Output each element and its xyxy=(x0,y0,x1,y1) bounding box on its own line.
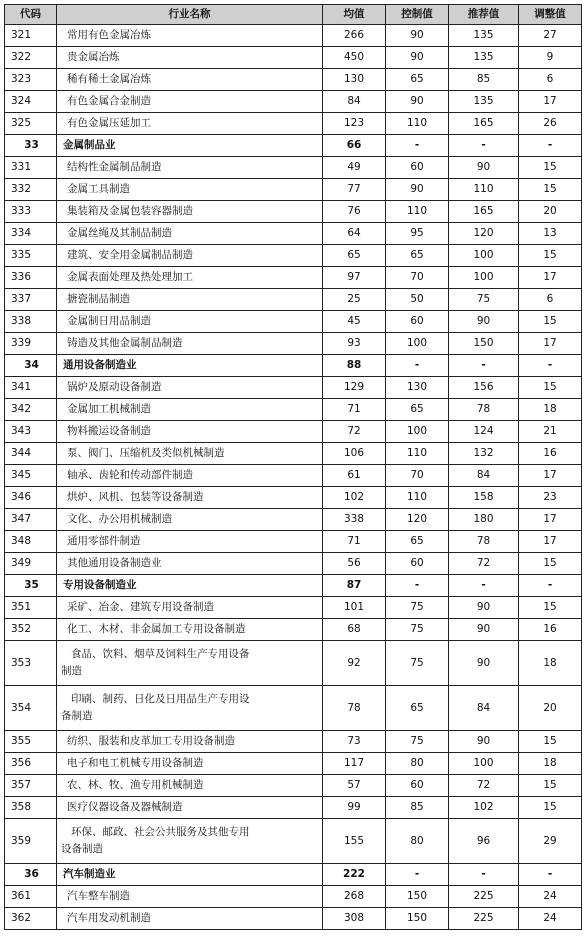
cell-adjust: 15 xyxy=(519,553,582,575)
table-row xyxy=(5,819,582,864)
cell-control: - xyxy=(386,135,449,157)
cell-recommend: 120 xyxy=(449,223,519,245)
header-control: 控制值 xyxy=(386,5,449,25)
cell-control: 90 xyxy=(386,47,449,69)
table-row xyxy=(5,731,582,753)
cell-avg: 72 xyxy=(323,421,386,443)
cell-code: 356 xyxy=(5,753,57,775)
cell-name: 专用设备制造业 xyxy=(57,575,323,597)
cell-name: 铸造及其他金属制品制造 xyxy=(57,333,323,355)
cell-control: 110 xyxy=(386,201,449,223)
cell-adjust: 15 xyxy=(519,597,582,619)
cell-adjust: 9 xyxy=(519,47,582,69)
cell-adjust: 23 xyxy=(519,487,582,509)
cell-code: 332 xyxy=(5,179,57,201)
table-row xyxy=(5,91,582,113)
cell-recommend: - xyxy=(449,864,519,886)
cell-avg: 76 xyxy=(323,201,386,223)
cell-name xyxy=(57,641,323,686)
cell-avg: 88 xyxy=(323,355,386,377)
cell-name: 汽车整车制造 xyxy=(57,886,323,908)
cell-recommend: 78 xyxy=(449,531,519,553)
table-row xyxy=(5,157,582,179)
cell-code: 333 xyxy=(5,201,57,223)
cell-name: 搪瓷制品制造 xyxy=(57,289,323,311)
cell-name: 金属加工机械制造 xyxy=(57,399,323,421)
cell-control: 50 xyxy=(386,289,449,311)
cell-adjust: 17 xyxy=(519,91,582,113)
table-row xyxy=(5,886,582,908)
cell-avg: 101 xyxy=(323,597,386,619)
cell-code: 355 xyxy=(5,731,57,753)
cell-adjust: 13 xyxy=(519,223,582,245)
cell-avg: 102 xyxy=(323,487,386,509)
cell-name: 汽车制造业 xyxy=(57,864,323,886)
cell-recommend: 100 xyxy=(449,753,519,775)
table-row xyxy=(5,69,582,91)
table-row xyxy=(5,421,582,443)
cell-recommend: 135 xyxy=(449,25,519,47)
cell-avg: 45 xyxy=(323,311,386,333)
cell-recommend: 72 xyxy=(449,553,519,575)
cell-adjust: 15 xyxy=(519,157,582,179)
cell-code: 34 xyxy=(5,355,57,377)
table-row xyxy=(5,333,582,355)
cell-adjust: 15 xyxy=(519,179,582,201)
cell-avg: 155 xyxy=(323,819,386,864)
cell-control: 85 xyxy=(386,797,449,819)
cell-adjust: 26 xyxy=(519,113,582,135)
cell-code: 321 xyxy=(5,25,57,47)
table-row xyxy=(5,399,582,421)
cell-code: 337 xyxy=(5,289,57,311)
cell-control: 75 xyxy=(386,597,449,619)
cell-avg: 93 xyxy=(323,333,386,355)
cell-control: 65 xyxy=(386,399,449,421)
cell-control: 65 xyxy=(386,531,449,553)
cell-name: 医疗仪器设备及器械制造 xyxy=(57,797,323,819)
cell-name: 稀有稀土金属冶炼 xyxy=(57,69,323,91)
header-name: 行业名称 xyxy=(57,5,323,25)
cell-adjust: 6 xyxy=(519,69,582,91)
cell-control: 65 xyxy=(386,69,449,91)
cell-adjust: 27 xyxy=(519,25,582,47)
cell-control: 110 xyxy=(386,113,449,135)
cell-avg: 130 xyxy=(323,69,386,91)
cell-adjust: 17 xyxy=(519,333,582,355)
cell-code: 342 xyxy=(5,399,57,421)
cell-recommend: 180 xyxy=(449,509,519,531)
header-adjust: 调整值 xyxy=(519,5,582,25)
cell-control: - xyxy=(386,575,449,597)
cell-adjust: 17 xyxy=(519,267,582,289)
cell-adjust: 17 xyxy=(519,531,582,553)
table-body xyxy=(5,25,582,930)
cell-adjust: 15 xyxy=(519,311,582,333)
cell-adjust: 15 xyxy=(519,731,582,753)
cell-name: 集装箱及金属包装容器制造 xyxy=(57,201,323,223)
cell-code: 345 xyxy=(5,465,57,487)
cell-code: 322 xyxy=(5,47,57,69)
cell-avg: 266 xyxy=(323,25,386,47)
cell-recommend: 90 xyxy=(449,731,519,753)
cell-recommend: 72 xyxy=(449,775,519,797)
cell-code: 338 xyxy=(5,311,57,333)
cell-recommend: 124 xyxy=(449,421,519,443)
cell-name: 有色金属压延加工 xyxy=(57,113,323,135)
cell-recommend: 225 xyxy=(449,908,519,930)
cell-adjust: 20 xyxy=(519,686,582,731)
cell-code: 353 xyxy=(5,641,57,686)
table-row xyxy=(5,775,582,797)
cell-recommend: 225 xyxy=(449,886,519,908)
cell-code: 35 xyxy=(5,575,57,597)
cell-code: 33 xyxy=(5,135,57,157)
cell-code: 331 xyxy=(5,157,57,179)
cell-adjust: 15 xyxy=(519,245,582,267)
cell-control: 110 xyxy=(386,443,449,465)
cell-recommend: 90 xyxy=(449,157,519,179)
cell-control: 110 xyxy=(386,487,449,509)
cell-control: 60 xyxy=(386,775,449,797)
cell-avg: 222 xyxy=(323,864,386,886)
cell-name: 有色金属合金制造 xyxy=(57,91,323,113)
cell-control: 150 xyxy=(386,886,449,908)
cell-control: 80 xyxy=(386,819,449,864)
header-code: 代码 xyxy=(5,5,57,25)
cell-name xyxy=(57,819,323,864)
table-row xyxy=(5,113,582,135)
table-row xyxy=(5,245,582,267)
cell-control: 90 xyxy=(386,179,449,201)
cell-name-line2: 设备制造 xyxy=(61,843,103,855)
group-row xyxy=(5,864,582,886)
cell-recommend: 150 xyxy=(449,333,519,355)
cell-name: 汽车用发动机制造 xyxy=(57,908,323,930)
cell-name: 金属工具制造 xyxy=(57,179,323,201)
cell-recommend: 135 xyxy=(449,47,519,69)
cell-code: 335 xyxy=(5,245,57,267)
cell-recommend: 158 xyxy=(449,487,519,509)
cell-control: 100 xyxy=(386,421,449,443)
cell-recommend: 85 xyxy=(449,69,519,91)
cell-recommend: 84 xyxy=(449,465,519,487)
cell-control: 70 xyxy=(386,465,449,487)
cell-adjust: 15 xyxy=(519,377,582,399)
cell-name: 金属丝绳及其制品制造 xyxy=(57,223,323,245)
cell-recommend: 102 xyxy=(449,797,519,819)
cell-name: 轴承、齿轮和传动部件制造 xyxy=(57,465,323,487)
cell-name: 泵、阀门、压缩机及类似机械制造 xyxy=(57,443,323,465)
cell-code: 348 xyxy=(5,531,57,553)
table-row xyxy=(5,753,582,775)
cell-code: 344 xyxy=(5,443,57,465)
table-row xyxy=(5,553,582,575)
cell-code: 347 xyxy=(5,509,57,531)
table-row xyxy=(5,797,582,819)
cell-recommend: - xyxy=(449,135,519,157)
cell-adjust: - xyxy=(519,355,582,377)
cell-name: 纺织、服装和皮革加工专用设备制造 xyxy=(57,731,323,753)
cell-adjust: 16 xyxy=(519,443,582,465)
cell-avg: 73 xyxy=(323,731,386,753)
cell-avg: 68 xyxy=(323,619,386,641)
cell-avg: 61 xyxy=(323,465,386,487)
cell-name-line2: 制造 xyxy=(61,665,82,677)
table-row xyxy=(5,619,582,641)
table-row xyxy=(5,223,582,245)
table-row xyxy=(5,509,582,531)
cell-adjust: 24 xyxy=(519,886,582,908)
cell-code: 354 xyxy=(5,686,57,731)
cell-adjust: - xyxy=(519,135,582,157)
cell-code: 339 xyxy=(5,333,57,355)
cell-name: 采矿、冶金、建筑专用设备制造 xyxy=(57,597,323,619)
cell-recommend: 78 xyxy=(449,399,519,421)
cell-control: 60 xyxy=(386,157,449,179)
cell-adjust: 15 xyxy=(519,775,582,797)
cell-recommend: 165 xyxy=(449,113,519,135)
cell-adjust: 20 xyxy=(519,201,582,223)
cell-recommend: 135 xyxy=(449,91,519,113)
cell-control: - xyxy=(386,355,449,377)
cell-adjust: 18 xyxy=(519,399,582,421)
cell-recommend: 165 xyxy=(449,201,519,223)
table-row xyxy=(5,289,582,311)
cell-recommend: - xyxy=(449,355,519,377)
table-row xyxy=(5,311,582,333)
cell-code: 323 xyxy=(5,69,57,91)
cell-name-line1: 食品、饮料、烟草及饲料生产专用设备 xyxy=(71,648,250,660)
table-row xyxy=(5,641,582,686)
cell-code: 343 xyxy=(5,421,57,443)
cell-name-line2: 备制造 xyxy=(61,710,93,722)
cell-recommend: 110 xyxy=(449,179,519,201)
cell-code: 336 xyxy=(5,267,57,289)
cell-avg: 78 xyxy=(323,686,386,731)
cell-adjust: 18 xyxy=(519,641,582,686)
cell-adjust: 16 xyxy=(519,619,582,641)
cell-avg: 25 xyxy=(323,289,386,311)
cell-code: 36 xyxy=(5,864,57,886)
cell-avg: 87 xyxy=(323,575,386,597)
cell-control: 75 xyxy=(386,641,449,686)
table-row xyxy=(5,487,582,509)
cell-avg: 49 xyxy=(323,157,386,179)
cell-recommend: - xyxy=(449,575,519,597)
cell-avg: 66 xyxy=(323,135,386,157)
cell-adjust: 15 xyxy=(519,797,582,819)
cell-avg: 308 xyxy=(323,908,386,930)
cell-name: 其他通用设备制造业 xyxy=(57,553,323,575)
cell-code: 357 xyxy=(5,775,57,797)
cell-avg: 338 xyxy=(323,509,386,531)
cell-avg: 65 xyxy=(323,245,386,267)
cell-code: 351 xyxy=(5,597,57,619)
cell-name: 常用有色金属冶炼 xyxy=(57,25,323,47)
table-row xyxy=(5,465,582,487)
cell-code: 346 xyxy=(5,487,57,509)
cell-recommend: 84 xyxy=(449,686,519,731)
cell-avg: 64 xyxy=(323,223,386,245)
cell-avg: 57 xyxy=(323,775,386,797)
cell-avg: 106 xyxy=(323,443,386,465)
cell-recommend: 90 xyxy=(449,311,519,333)
table-row xyxy=(5,908,582,930)
cell-adjust: 17 xyxy=(519,509,582,531)
cell-control: 65 xyxy=(386,686,449,731)
cell-recommend: 75 xyxy=(449,289,519,311)
cell-adjust: 24 xyxy=(519,908,582,930)
cell-recommend: 132 xyxy=(449,443,519,465)
cell-adjust: - xyxy=(519,575,582,597)
cell-name: 金属表面处理及热处理加工 xyxy=(57,267,323,289)
cell-control: 75 xyxy=(386,619,449,641)
cell-avg: 71 xyxy=(323,399,386,421)
cell-avg: 97 xyxy=(323,267,386,289)
cell-name-line1: 环保、邮政、社会公共服务及其他专用 xyxy=(71,826,250,838)
cell-recommend: 156 xyxy=(449,377,519,399)
cell-recommend: 96 xyxy=(449,819,519,864)
cell-avg: 129 xyxy=(323,377,386,399)
cell-avg: 268 xyxy=(323,886,386,908)
cell-recommend: 100 xyxy=(449,245,519,267)
group-row xyxy=(5,135,582,157)
cell-avg: 71 xyxy=(323,531,386,553)
table-row xyxy=(5,443,582,465)
cell-control: 100 xyxy=(386,333,449,355)
table-row xyxy=(5,377,582,399)
cell-code: 352 xyxy=(5,619,57,641)
cell-adjust: 6 xyxy=(519,289,582,311)
cell-control: 90 xyxy=(386,25,449,47)
cell-control: 75 xyxy=(386,731,449,753)
cell-name: 金属制日用品制造 xyxy=(57,311,323,333)
cell-control: 60 xyxy=(386,311,449,333)
cell-name-line1: 印刷、制药、日化及日用品生产专用设 xyxy=(71,693,250,705)
cell-name: 通用零部件制造 xyxy=(57,531,323,553)
cell-recommend: 90 xyxy=(449,641,519,686)
cell-name: 通用设备制造业 xyxy=(57,355,323,377)
cell-avg: 56 xyxy=(323,553,386,575)
header-recommend: 推荐值 xyxy=(449,5,519,25)
cell-name: 金属制品业 xyxy=(57,135,323,157)
table-row xyxy=(5,531,582,553)
cell-control: 130 xyxy=(386,377,449,399)
table-row xyxy=(5,47,582,69)
cell-code: 359 xyxy=(5,819,57,864)
cell-name: 贵金属冶炼 xyxy=(57,47,323,69)
cell-adjust: - xyxy=(519,864,582,886)
cell-avg: 84 xyxy=(323,91,386,113)
cell-name: 结构性金属制品制造 xyxy=(57,157,323,179)
cell-name: 化工、木材、非金属加工专用设备制造 xyxy=(57,619,323,641)
cell-name: 农、林、牧、渔专用机械制造 xyxy=(57,775,323,797)
table-row xyxy=(5,686,582,731)
cell-name: 锅炉及原动设备制造 xyxy=(57,377,323,399)
cell-control: - xyxy=(386,864,449,886)
cell-avg: 77 xyxy=(323,179,386,201)
cell-adjust: 17 xyxy=(519,465,582,487)
cell-control: 95 xyxy=(386,223,449,245)
cell-name: 文化、办公用机械制造 xyxy=(57,509,323,531)
table-row xyxy=(5,201,582,223)
cell-avg: 123 xyxy=(323,113,386,135)
cell-control: 150 xyxy=(386,908,449,930)
cell-control: 90 xyxy=(386,91,449,113)
cell-recommend: 100 xyxy=(449,267,519,289)
cell-control: 70 xyxy=(386,267,449,289)
cell-name: 电子和电工机械专用设备制造 xyxy=(57,753,323,775)
cell-control: 65 xyxy=(386,245,449,267)
cell-recommend: 90 xyxy=(449,597,519,619)
industry-value-table xyxy=(4,4,582,930)
cell-name: 物料搬运设备制造 xyxy=(57,421,323,443)
cell-code: 349 xyxy=(5,553,57,575)
cell-avg: 92 xyxy=(323,641,386,686)
cell-code: 341 xyxy=(5,377,57,399)
cell-name xyxy=(57,686,323,731)
cell-avg: 117 xyxy=(323,753,386,775)
cell-control: 60 xyxy=(386,553,449,575)
cell-code: 358 xyxy=(5,797,57,819)
table-row xyxy=(5,179,582,201)
table-header xyxy=(5,5,582,25)
cell-recommend: 90 xyxy=(449,619,519,641)
group-row xyxy=(5,355,582,377)
header-row xyxy=(5,5,582,25)
table-row xyxy=(5,25,582,47)
cell-name: 烘炉、风机、包装等设备制造 xyxy=(57,487,323,509)
cell-adjust: 18 xyxy=(519,753,582,775)
cell-code: 325 xyxy=(5,113,57,135)
cell-code: 361 xyxy=(5,886,57,908)
cell-avg: 99 xyxy=(323,797,386,819)
cell-control: 120 xyxy=(386,509,449,531)
cell-code: 362 xyxy=(5,908,57,930)
cell-adjust: 29 xyxy=(519,819,582,864)
cell-avg: 450 xyxy=(323,47,386,69)
cell-control: 80 xyxy=(386,753,449,775)
cell-name: 建筑、安全用金属制品制造 xyxy=(57,245,323,267)
table-row xyxy=(5,267,582,289)
header-avg: 均值 xyxy=(323,5,386,25)
cell-code: 324 xyxy=(5,91,57,113)
cell-code: 334 xyxy=(5,223,57,245)
group-row xyxy=(5,575,582,597)
table-row xyxy=(5,597,582,619)
cell-adjust: 21 xyxy=(519,421,582,443)
